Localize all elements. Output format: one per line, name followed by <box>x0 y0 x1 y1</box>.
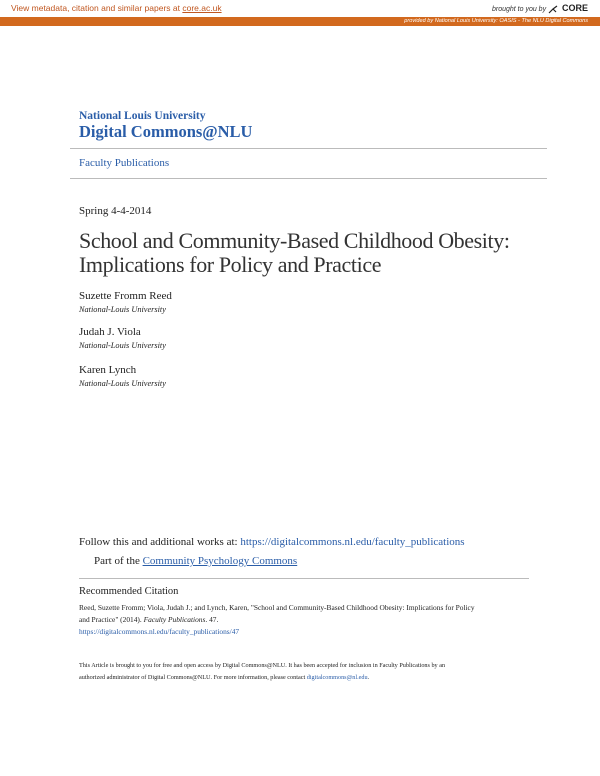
core-brand-label: CORE <box>561 3 588 13</box>
partof-prefix: Part of the <box>94 555 143 567</box>
community-psychology-link[interactable]: Community Psychology Commons <box>142 555 298 567</box>
follow-line <box>79 536 465 548</box>
repository-name[interactable]: Digital Commons@NLU <box>79 122 253 141</box>
divider <box>70 148 547 149</box>
paper-title: School and Community-Based Childhood Obesity: Implications for Policy and Practice <box>79 228 510 277</box>
part-of-line <box>94 555 297 567</box>
recommended-citation-heading: Recommended Citation <box>79 586 179 597</box>
citation-line-suffix: . 47. <box>205 615 219 624</box>
notice-line <box>79 672 534 684</box>
faculty-publications-url[interactable]: https://digitalcommons.nl.edu/faculty_publications <box>240 536 465 548</box>
collection-link[interactable]: Faculty Publications <box>79 157 170 169</box>
contact-email-link[interactable]: digitalcommons@nl.edu <box>306 674 368 681</box>
citation-line <box>79 614 524 626</box>
author-name: Judah J. Viola <box>79 326 141 338</box>
core-banner <box>0 0 600 17</box>
notice-line: This Article is brought to you for free and open access by Digital Commons@NLU. It has been accepted for inclusion in Faculty Publications by an <box>79 662 446 669</box>
notice-text: authorized administrator of Digital Commons@NLU. For more information, please contact <box>79 674 307 681</box>
divider <box>70 178 547 179</box>
core-metadata-link-row <box>11 3 222 13</box>
divider <box>79 578 529 579</box>
citation-text <box>79 602 524 638</box>
author-name: Karen Lynch <box>79 364 137 376</box>
citation-journal: Faculty Publications <box>143 615 206 624</box>
brought-to-you-text: brought to you by <box>491 6 547 13</box>
core-metadata-prefix: View metadata, citation and similar papers at <box>11 3 183 13</box>
provider-bar <box>0 17 600 26</box>
follow-prefix: Follow this and additional works at: <box>79 536 241 548</box>
access-notice <box>79 660 534 684</box>
core-logo-icon <box>548 5 558 14</box>
core-brand[interactable] <box>492 3 588 14</box>
core-ac-uk-link[interactable]: core.ac.uk <box>182 3 222 13</box>
citation-line: Reed, Suzette Fromm; Viola, Judah J.; and Lynch, Karen, "School and Community-Based Childhood Obesity: Implications for Policy <box>79 603 475 612</box>
publication-date: Spring 4-4-2014 <box>79 205 152 217</box>
author-affiliation: National-Louis University <box>79 379 166 388</box>
institution-name[interactable]: National Louis University <box>79 110 206 122</box>
citation-url[interactable]: https://digitalcommons.nl.edu/faculty_publications/47 <box>79 627 240 636</box>
citation-line-prefix: and Practice" (2014). <box>79 615 144 624</box>
provider-text[interactable]: provided by National Louis University: OASIS - The NLU Digital Commons <box>404 18 588 24</box>
author-name: Suzette Fromm Reed <box>79 290 172 302</box>
author-affiliation: National-Louis University <box>79 341 166 350</box>
author-affiliation: National-Louis University <box>79 305 166 314</box>
notice-end: . <box>367 674 370 681</box>
